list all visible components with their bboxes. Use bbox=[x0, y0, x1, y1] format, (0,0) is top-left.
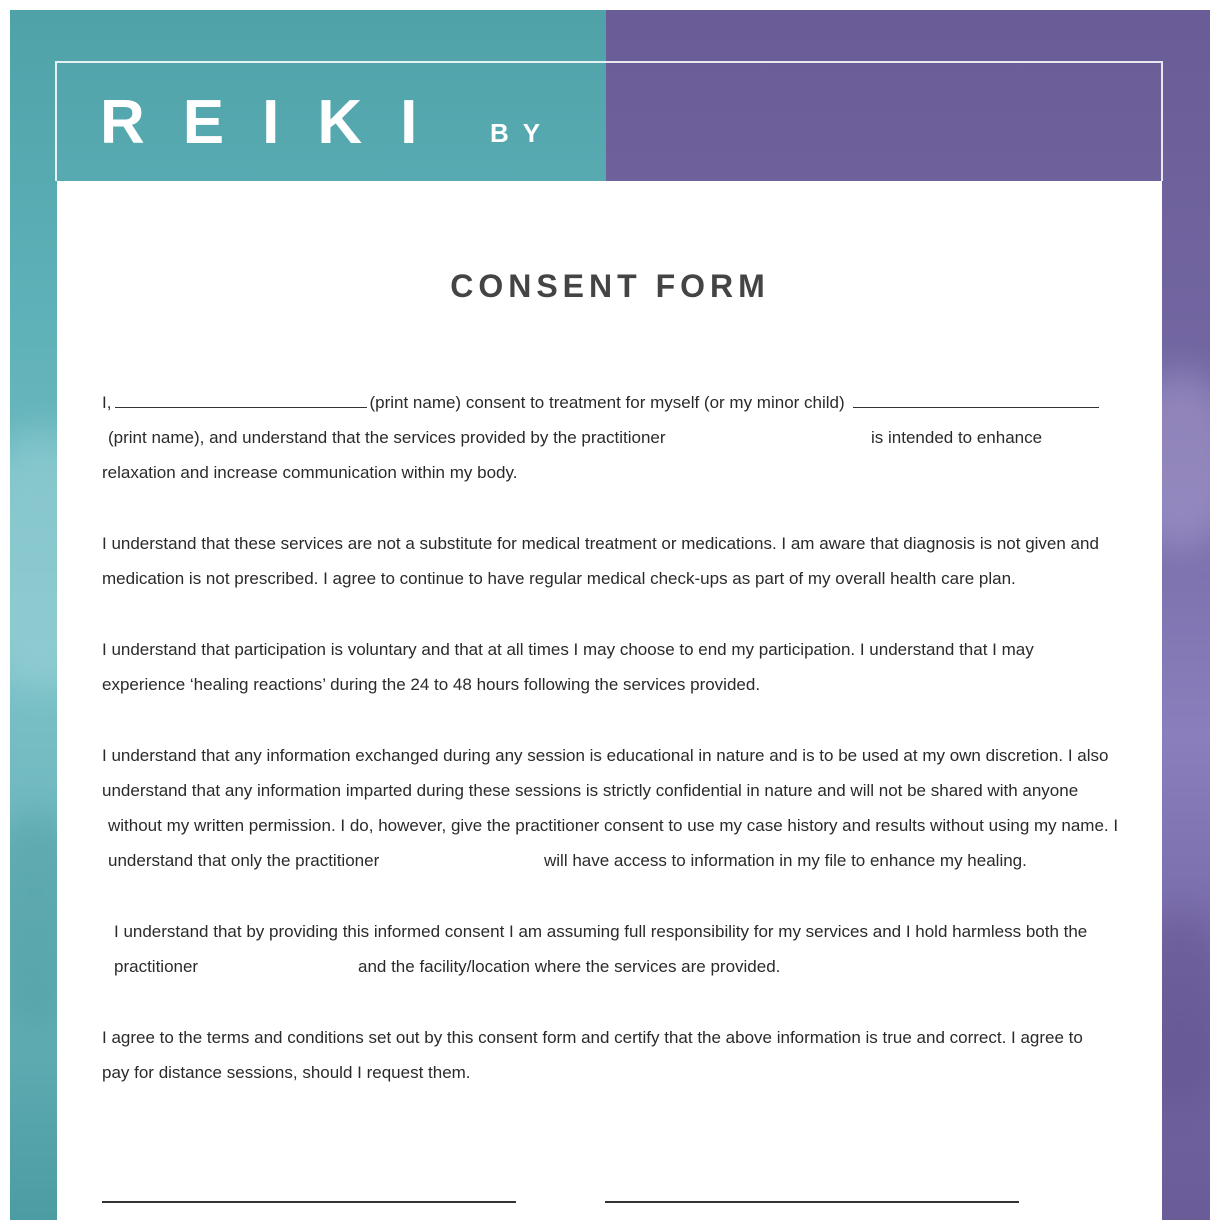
paragraph-1-line-2: (print name), and understand that the services provided by the practitioner bbox=[108, 428, 666, 447]
paragraph-4-line-3: without my written permission. I do, however, give the practitioner consent to use my case history and results without using my name. I bbox=[108, 816, 1119, 835]
paragraph-5-line-2-end: and the facility/location where the services are provided. bbox=[358, 957, 781, 976]
paragraph-5-line-2: practitioner bbox=[114, 957, 199, 976]
paragraph-6-line-1: I agree to the terms and conditions set out by this consent form and certify that the above information is true and correct. I agree to bbox=[102, 1028, 1083, 1047]
name-blank-field[interactable] bbox=[115, 395, 367, 408]
text-fragment: I, bbox=[102, 393, 112, 412]
paragraph-3-line-2: experience ‘healing reactions’ during the 24 to 48 hours following the services provided. bbox=[102, 675, 761, 694]
signature-line-right[interactable] bbox=[605, 1201, 1019, 1203]
brand-logo: REIKI bbox=[100, 88, 456, 157]
paragraph-4-line-4: understand that only the practitioner bbox=[108, 851, 380, 870]
form-title: CONSENT FORM bbox=[450, 268, 770, 304]
paragraph-2-line-2: medication is not prescribed. I agree to continue to have regular medical check-ups as part of my overall health care plan. bbox=[102, 569, 1016, 588]
paragraph-4-line-4-end: will have access to information in my file to enhance my healing. bbox=[544, 851, 1027, 870]
signature-line-left[interactable] bbox=[102, 1201, 516, 1203]
text-fragment: (print name) consent to treatment for myself (or my minor child) bbox=[369, 393, 845, 412]
paragraph-6-line-2: pay for distance sessions, should I request them. bbox=[102, 1063, 471, 1082]
paragraph-2-line-1: I understand that these services are not a substitute for medical treatment or medications. I am aware that diagnosis is not given and bbox=[102, 534, 1099, 553]
paragraph-3-line-1: I understand that participation is voluntary and that at all times I may choose to end my participation. I understand that I may bbox=[102, 640, 1034, 659]
paragraph-1-line-2-end: is intended to enhance bbox=[871, 428, 1043, 447]
brand-suffix: BY bbox=[490, 118, 555, 148]
paragraph-4-line-2: understand that any information imparted during these sessions is strictly confidential in nature and will not be shared with anyone bbox=[102, 781, 1079, 800]
paragraph-1-line-3: relaxation and increase communication within my body. bbox=[102, 463, 518, 482]
child-name-blank-field[interactable] bbox=[853, 395, 1099, 408]
paragraph-4-line-1: I understand that any information exchanged during any session is educational in nature and is to be used at my own discretion. I also bbox=[102, 746, 1109, 765]
paragraph-5-line-1: I understand that by providing this informed consent I am assuming full responsibility for my services and I hold harmless both the bbox=[114, 922, 1088, 941]
paragraph-1-line-1 bbox=[102, 392, 1099, 414]
